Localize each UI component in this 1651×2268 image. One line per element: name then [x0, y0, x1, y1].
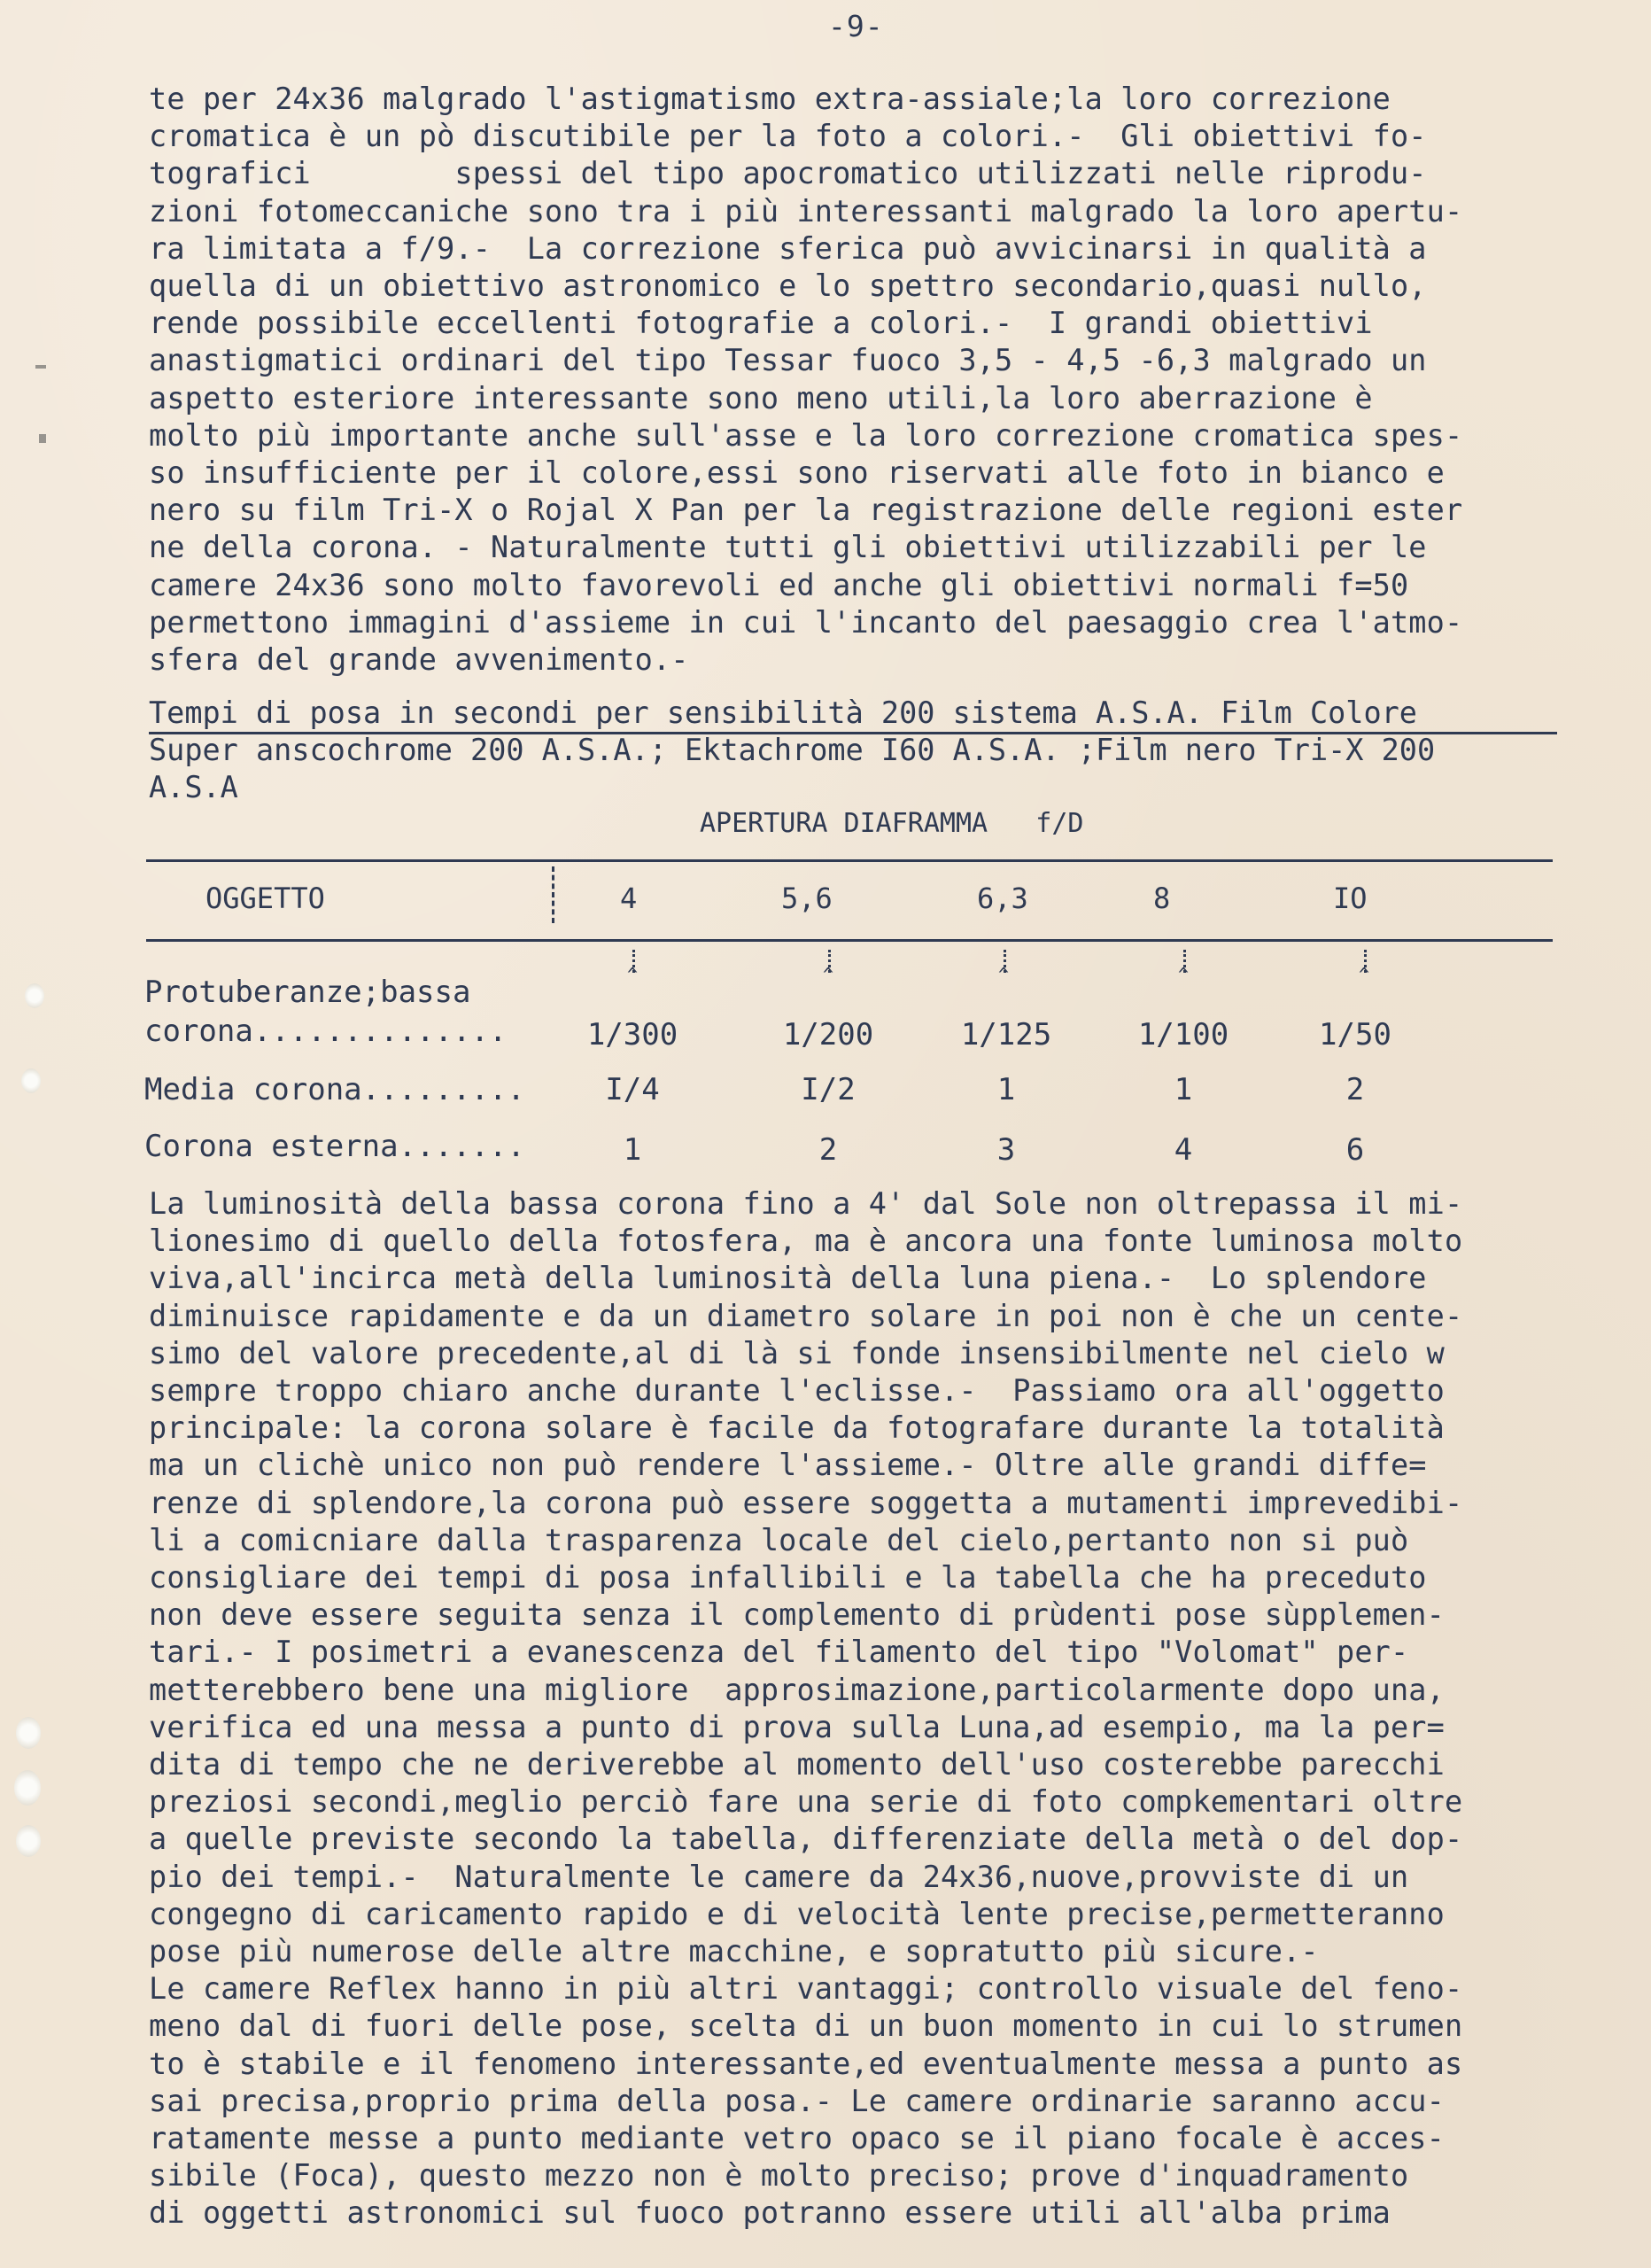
- row-label-protuberanze: Protuberanze;bassa corona..............: [144, 975, 508, 1049]
- binder-hole: [21, 1068, 41, 1093]
- binder-hole: [16, 1825, 41, 1857]
- table-cell: 3: [996, 1132, 1016, 1168]
- table-cell: 1/100: [1137, 1017, 1229, 1052]
- table-cell: 1: [996, 1072, 1016, 1107]
- binder-hole: [16, 1717, 41, 1749]
- table-cell: 1: [623, 1132, 642, 1168]
- table-cell: 2: [818, 1132, 838, 1168]
- column-tick: [1183, 950, 1190, 973]
- aperture-table-title: APERTURA DIAFRAMMA f/D: [700, 808, 1084, 839]
- column-separator: [552, 866, 556, 923]
- table-cell: 1/125: [960, 1017, 1052, 1052]
- table-cell: 1/50: [1319, 1017, 1391, 1052]
- aperture-header-1: 4: [620, 882, 638, 915]
- table-cell: 1/300: [586, 1017, 678, 1052]
- table-cell: 4: [1174, 1132, 1193, 1168]
- paragraph-lenses: te per 24x36 malgrado l'astigmatismo extra-assiale;la loro correzione cromatica è un pò discutibile per la foto a colori.- Gli obiettivi fo- tografici spessi del tipo apocromatico utilizzati nelle riprodu- zioni fotomeccaniche sono tra i più interessanti malgrado la loro apertu- ra limitata a f/9.- La correzione sferica può avvicinarsi in qualità a quella di un obiettivo astronomico e lo spettro secondario,quasi nullo, rende possibile eccellenti fotografie a colori.- I grandi obiettivi anastigmatici ordinari del tipo Tessar fuoco 3,5 - 4,5 -6,3 malgrado un aspetto esteriore interessante sono meno utili,la loro aberrazione è molto più importante anche sull'asse e la loro correzione cromatica spes- so insufficiente per il colore,essi sono riservati alle foto in bianco e nero su film Tri-X o Rojal X Pan per la registrazione delle regioni ester ne della corona. - Naturalmente tutti gli obiettivi utilizzabili per le camere 24x36 sono molto favorevoli ed anche gli obiettivi normali f=50 permettono immagini d'assieme in cui l'incanto del paesaggio crea l'atmo- sfera del grande avvenimento.-: [149, 82, 1463, 678]
- column-tick: [1004, 950, 1010, 973]
- row-label-media-corona: Media corona.........: [144, 1072, 525, 1107]
- table-header-rule: [146, 939, 1553, 942]
- paragraph-corona: La luminosità della bassa corona fino a 4' dal Sole non oltrepassa il mi- lionesimo di quello della fotosfera, ma è ancora una fonte luminosa molto viva,all'incirca metà della luminosità della luna piena.- Lo splendore diminuisce rapidamente e da un diametro solare in poi non è che un cente- simo del valore precedente,al di là si fonde insensibilmente nel cielo w sempre troppo chiaro anche durante l'eclisse.- Passiamo ora all'oggetto principale: la corona solare è facile da fotografare durante la totalità ma un clichè unico non può rendere l'assieme.- Oltre alle grandi diffe= renze di splendore,la corona può essere soggetta a mutamenti imprevedibi- li a comicniare dalla trasparenza locale del cielo,pertanto non si può consigliare dei tempi di posa infallibili e la tabella che ha preceduto non deve essere seguita senza il complemento di prùdenti pose sùpplemen- tari.- I posimetri a evanescenza del filamento del tipo "Volomat" per- metterebbero bene una migliore approsimazione,particolarmente dopo una, verifica ed una messa a punto di prova sulla Luna,ad esempio, ma la per= dita di tempo che ne deriverebbe al momento dell'uso costerebbe parecchi preziosi secondi,meglio perciò fare una serie di foto compkementari oltre a quelle previste secondo la tabella, differenziate della metà o del dop- pio dei tempi.- Naturalmente le camere da 24x36,nuove,provviste di un congegno di caricamento rapido e di velocità lente precise,permetteranno pose più numerose delle altre macchine, e sopratutto più sicure.- Le camere Reflex hanno in più altri vantaggi; controllo visuale del feno- meno dal di fuori delle pose, scelta di un buon momento in cui lo strumen to è stabile e il fenomeno interessante,ed eventualmente messa a punto as sai precisa,proprio prima della posa.- Le camere ordinarie saranno accu- ratamente messe a punto mediante vetro opaco se il piano focale è acces- sibile (Foca), questo mezzo non è molto preciso; prove d'inquadramento di oggetti astronomici sul fuoco potranno essere utili all'alba prima: [149, 1186, 1463, 2231]
- column-tick: [828, 950, 834, 973]
- exposure-table-heading: Tempi di posa in secondi per sensibilità 200 sistema A.S.A. Film Colore: [149, 695, 1557, 734]
- table-cell: 1: [1174, 1072, 1193, 1107]
- table-cell: 2: [1345, 1072, 1365, 1107]
- aperture-header-3: 6,3: [977, 882, 1028, 915]
- margin-mark: [39, 434, 46, 443]
- table-cell: 6: [1345, 1132, 1365, 1168]
- table-cell: I/2: [801, 1072, 856, 1107]
- table-cell: 1/200: [782, 1017, 874, 1052]
- aperture-header-5: IO: [1333, 882, 1368, 915]
- binder-hole: [25, 983, 44, 1008]
- column-tick: [1364, 950, 1370, 973]
- column-tick: [632, 950, 639, 973]
- aperture-header-2: 5,6: [781, 882, 833, 915]
- exposure-table-subheading: Super anscochrome 200 A.S.A.; Ektachrome I60 A.S.A. ;Film nero Tri-X 200 A.S.A: [149, 733, 1436, 804]
- row-label-corona-esterna: Corona esterna.......: [144, 1129, 525, 1164]
- table-top-rule: [146, 859, 1553, 862]
- aperture-header-4: 8: [1153, 882, 1171, 915]
- page-number: -9-: [828, 9, 884, 43]
- object-column-header: OGGETTO: [205, 882, 325, 915]
- binder-hole: [14, 1770, 41, 1806]
- margin-mark: [35, 365, 46, 369]
- table-cell: I/4: [605, 1072, 660, 1107]
